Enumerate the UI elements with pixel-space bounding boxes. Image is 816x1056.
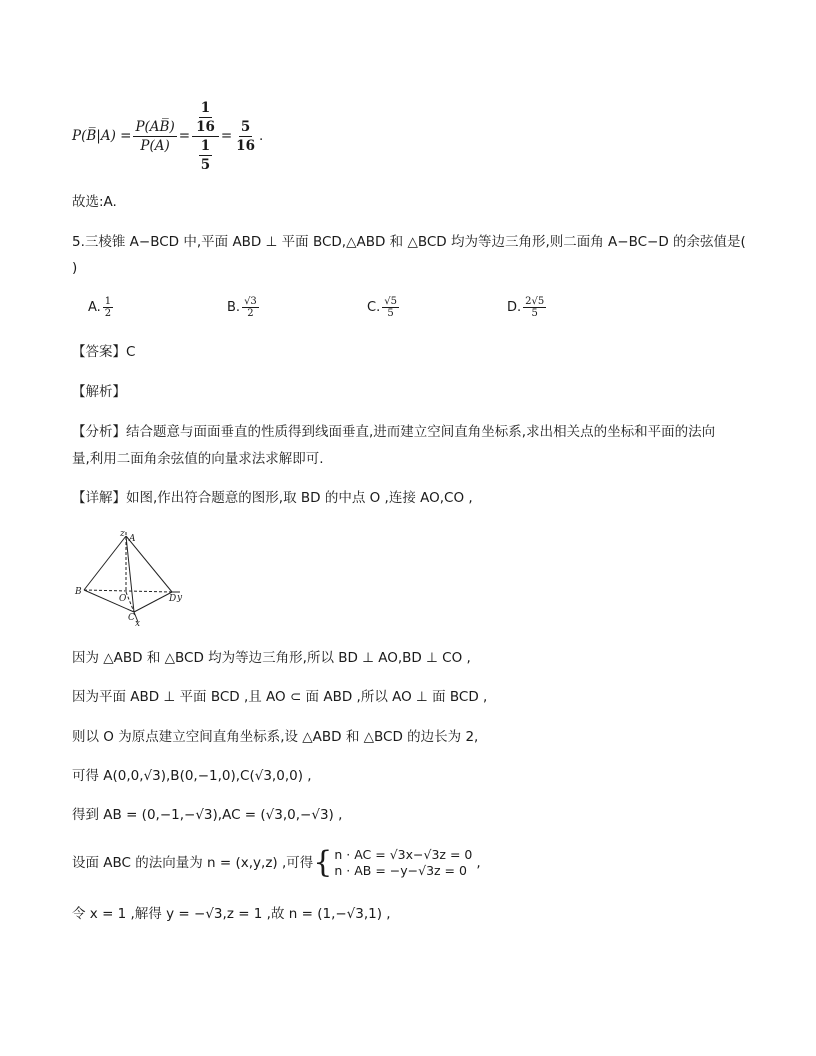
edge-ac [126, 536, 134, 612]
option-label: B. [227, 300, 241, 315]
question-5-text: 5.三棱锥 A−BCD 中,平面 ABD ⊥ 平面 BCD,△ABD 和 △BCD 均为等边三角形,则二面角 A−BC−D 的余弦值是( [72, 234, 746, 250]
analysis-line-1: 【分析】结合题意与面面垂直的性质得到线面垂直,进而建立空间直角坐标系,求出相关点的坐标和平面的法向 [72, 424, 716, 440]
label-c: C [128, 613, 135, 623]
formula-lhs: P(B̅|A) = [72, 128, 132, 144]
normal-prefix: 设面 ABC 的法向量为 n = (x,y,z) ,可得 [72, 855, 314, 871]
inner-den: 16 [196, 118, 215, 135]
edge-ad [126, 536, 172, 592]
equals-sign: = [178, 128, 191, 144]
equation-system [313, 847, 472, 879]
label-a: A [129, 534, 136, 544]
result-num: 5 [240, 118, 251, 135]
fraction-numerator: P(AB̅) [135, 118, 175, 135]
option-d[interactable] [507, 296, 548, 319]
option-num: √3 [244, 296, 257, 307]
option-c[interactable] [367, 296, 401, 319]
formula-end: . [258, 128, 264, 144]
fraction-denominator: P(A) [140, 137, 170, 154]
edge-cd [134, 592, 172, 612]
inner-fraction-top [194, 99, 217, 136]
option-b[interactable] [227, 296, 261, 319]
label-z: z [120, 529, 125, 539]
option-a[interactable] [88, 296, 115, 319]
formula-fraction-1 [133, 118, 176, 155]
label-b: B [75, 587, 82, 597]
option-label: A. [88, 300, 101, 315]
compound-numerator [192, 99, 219, 137]
inner-num: 1 [200, 99, 211, 116]
reason-line-2: 因为平面 ABD ⊥ 平面 BCD ,且 AO ⊂ 面 ABD ,所以 AO ⊥ 面 BCD , [72, 689, 488, 705]
choose-a-text: 故选:A. [72, 194, 117, 210]
option-label: D. [507, 300, 522, 315]
tetrahedron-figure [72, 528, 192, 628]
option-label: C. [367, 300, 381, 315]
option-num: 2√5 [525, 296, 545, 307]
detail-line: 【详解】如图,作出符合题意的图形,取 BD 的中点 O ,连接 AO,CO , [72, 490, 473, 506]
compound-denominator [197, 137, 214, 174]
inner-fraction-bottom [199, 137, 212, 174]
option-fraction [242, 296, 259, 319]
system-eq-2: n · AB = −y−√3z = 0 [334, 863, 467, 878]
formula-conditional-probability [72, 96, 263, 176]
label-x: x [135, 619, 141, 628]
option-fraction [523, 296, 546, 319]
question-5-cont: ) [72, 260, 78, 276]
inner-den: 5 [200, 156, 211, 173]
coordinates-line: 可得 A(0,0,√3),B(0,−1,0),C(√3,0,0) , [72, 768, 312, 784]
vectors-line: 得到 AB = (0,−1,−√3),AC = (√3,0,−√3) , [72, 807, 343, 823]
option-num: 1 [104, 296, 112, 307]
system-eq-1: n · AC = √3x−√3z = 0 [334, 847, 473, 862]
option-den: 2 [247, 308, 254, 319]
left-brace: { [313, 845, 333, 880]
answer-line: 【答案】C [72, 344, 136, 360]
inner-num: 1 [200, 137, 211, 154]
normal-suffix: , [476, 855, 481, 871]
analysis-line-2: 量,利用二面角余弦值的向量求法求解即可. [72, 451, 324, 467]
option-fraction [382, 296, 399, 319]
analysis-heading: 【解析】 [72, 384, 126, 400]
edge-bd [84, 590, 172, 592]
reason-line-3: 则以 O 为原点建立空间直角坐标系,设 △ABD 和 △BCD 的边长为 2, [72, 729, 479, 745]
label-o: O [119, 594, 127, 604]
system-equations [334, 847, 472, 879]
option-fraction [103, 296, 113, 319]
label-d: D [169, 594, 177, 604]
label-y: y [177, 593, 183, 603]
option-den: 5 [387, 308, 394, 319]
equals-sign: = [220, 128, 233, 144]
final-line: 令 x = 1 ,解得 y = −√3,z = 1 ,故 n = (1,−√3,1) , [72, 906, 391, 922]
formula-compound-fraction [192, 99, 219, 174]
result-den: 16 [236, 137, 255, 154]
option-den: 5 [531, 308, 538, 319]
normal-vector-line [72, 846, 481, 880]
option-den: 2 [104, 308, 112, 319]
result-fraction [234, 118, 257, 155]
edge-ab [84, 536, 126, 590]
reason-line-1: 因为 △ABD 和 △BCD 均为等边三角形,所以 BD ⊥ AO,BD ⊥ CO , [72, 650, 471, 666]
option-num: √5 [384, 296, 397, 307]
